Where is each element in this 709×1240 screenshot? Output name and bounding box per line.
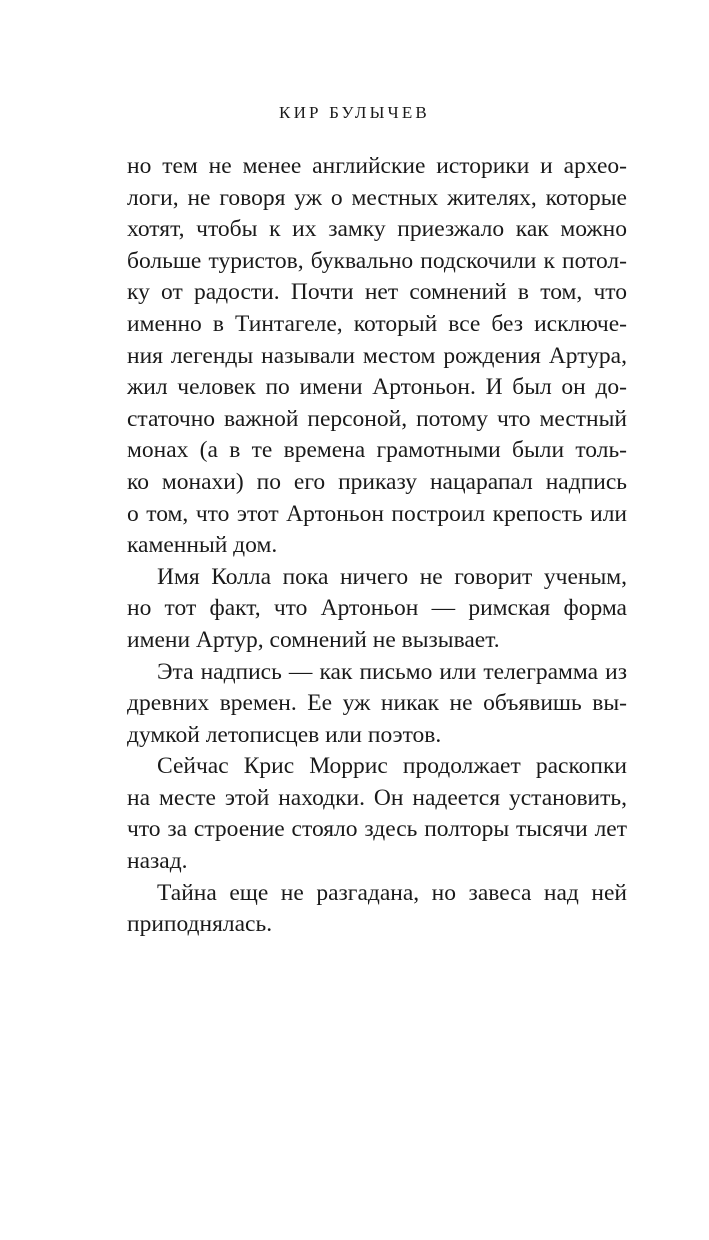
text-line: на месте этой находки. Он надеется установить, <box>127 784 627 811</box>
text-line: древних времен. Ее уж никак не объявишь вы- <box>127 690 627 717</box>
text-line: ко монахи) по его приказу нацарапал надпись <box>127 468 627 495</box>
text-line: ния легенды называли местом рождения Артура, <box>127 342 627 369</box>
text-line: ку от радости. Почти нет сомнений в том, что <box>127 279 627 306</box>
paragraph <box>127 751 627 877</box>
text-line: жил человек по имени Артоньон. И был он до- <box>127 374 627 401</box>
paragraph <box>127 151 627 562</box>
text-line: о том, что этот Артоньон построил крепость или <box>127 500 627 527</box>
text-line: логи, не говоря уж о местных жителях, которые <box>127 184 627 211</box>
text-line: думкой летописцев или поэтов. <box>127 721 442 748</box>
text-line: но тем не менее английские историки и архео- <box>127 153 627 179</box>
paragraph <box>127 657 627 752</box>
text-line: Тайна еще не разгадана, но завеса над ней <box>157 879 627 906</box>
text-line: имени Артур, сомнений не вызывает. <box>127 626 500 653</box>
text-line: каменный дом. <box>127 532 278 559</box>
text-line: Эта надпись — как письмо или телеграмма из <box>157 658 627 685</box>
text-line: приподнялась. <box>127 911 273 938</box>
text-line: Имя Колла пока ничего не говорит ученым, <box>157 563 627 590</box>
text-line: что за строение стояло здесь полторы тысячи лет <box>127 816 627 843</box>
text-line: больше туристов, буквально подскочили к потол- <box>127 247 627 274</box>
text-line: монах (а в те времена грамотными были толь- <box>127 437 627 464</box>
paragraph <box>127 562 627 657</box>
running-head: КИР БУЛЫЧЕВ <box>279 103 430 122</box>
text-line: хотят, чтобы к их замку приезжало как можно <box>127 216 627 243</box>
text-line: но тот факт, что Артоньон — римская форма <box>127 595 627 622</box>
text-line: статочно важной персоной, потому что местный <box>127 405 627 432</box>
paragraph <box>127 878 627 941</box>
text-line: Сейчас Крис Моррис продолжает раскопки <box>157 753 627 780</box>
text-line: назад. <box>127 848 188 875</box>
text-line: именно в Тинтагеле, который все без исключе- <box>127 310 627 337</box>
body-text <box>127 151 627 941</box>
